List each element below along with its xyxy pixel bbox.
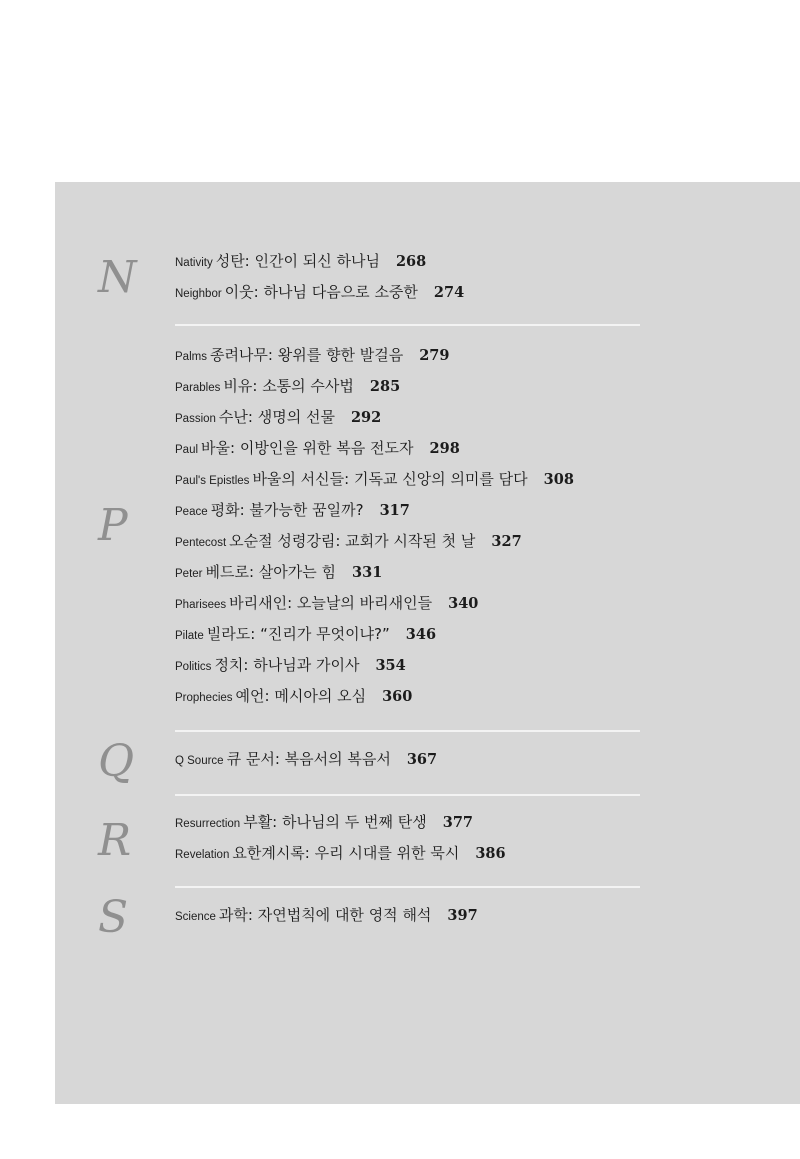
toc-entry[interactable]: [175, 281, 464, 303]
entry-korean-title: 큐 문서: 복음서의 복음서: [226, 750, 391, 768]
section-letter: S: [98, 892, 129, 943]
section-letter: R: [98, 815, 132, 866]
entry-page-number: 268: [395, 253, 427, 270]
entry-english-title: Science: [175, 911, 216, 923]
entry-korean-title: 평화: 불가능한 꿈일까?: [210, 501, 364, 519]
toc-entry[interactable]: [175, 499, 410, 521]
entry-korean-title: 비유: 소통의 수사법: [223, 377, 354, 395]
toc-entry[interactable]: [175, 468, 574, 490]
toc-entry[interactable]: [175, 623, 436, 645]
entry-page-number: 346: [405, 626, 437, 643]
entry-english-title: Resurrection: [175, 818, 241, 830]
toc-entry[interactable]: [175, 654, 406, 676]
toc-entry[interactable]: [175, 811, 473, 833]
toc-entry[interactable]: [175, 250, 426, 272]
entry-page-number: 327: [491, 533, 522, 550]
entry-korean-title: 요한계시록: 우리 시대를 위한 묵시: [232, 844, 460, 862]
toc-entry[interactable]: [175, 375, 400, 397]
entry-english-title: Pharisees: [175, 599, 227, 611]
section-divider: [175, 794, 640, 796]
entry-english-title: Nativity: [175, 257, 213, 269]
entry-page-number: 285: [369, 378, 401, 395]
toc-entry[interactable]: [175, 842, 506, 864]
entry-korean-title: 빌라도: “진리가 무엇이냐?”: [206, 625, 390, 643]
section-letter: Q: [98, 736, 135, 787]
entry-english-title: Peter: [175, 568, 203, 580]
section-divider: [175, 324, 640, 326]
toc-entry[interactable]: [175, 592, 478, 614]
toc-entry[interactable]: [175, 685, 412, 707]
entry-english-title: Politics: [175, 661, 212, 673]
entry-korean-title: 부활: 하나님의 두 번째 탄생: [243, 813, 427, 831]
entry-page-number: 340: [448, 595, 479, 612]
entry-korean-title: 정치: 하나님과 가이사: [214, 656, 360, 674]
entry-page-number: 354: [375, 657, 406, 674]
section-letter: P: [98, 500, 128, 551]
entry-english-title: Paul: [175, 444, 199, 456]
entry-english-title: Prophecies: [175, 692, 233, 704]
entry-page-number: 317: [379, 502, 410, 519]
entry-page-number: 397: [447, 907, 478, 924]
section-divider: [175, 730, 640, 732]
entry-english-title: Revelation: [175, 849, 230, 861]
entry-page-number: 308: [543, 471, 574, 488]
entry-english-title: Peace: [175, 506, 208, 518]
section-divider: [175, 886, 640, 888]
entry-korean-title: 예언: 메시아의 오심: [235, 687, 367, 705]
toc-entry[interactable]: [175, 561, 382, 583]
toc-entry[interactable]: [175, 530, 522, 552]
entry-korean-title: 바리새인: 오늘날의 바리새인들: [229, 594, 433, 612]
entry-korean-title: 성탄: 인간이 되신 하나님: [215, 252, 380, 270]
entry-page-number: 292: [350, 409, 382, 426]
entry-korean-title: 바울: 이방인을 위한 복음 전도자: [201, 439, 414, 457]
entry-english-title: Neighbor: [175, 288, 222, 300]
entry-korean-title: 종려나무: 왕위를 향한 발걸음: [209, 346, 404, 364]
section-letter: N: [98, 252, 137, 303]
entry-english-title: Q Source: [175, 755, 224, 767]
toc-entry[interactable]: [175, 904, 478, 926]
entry-korean-title: 과학: 자연법칙에 대한 영적 해석: [218, 906, 432, 924]
entry-page-number: 377: [442, 814, 474, 831]
toc-entry[interactable]: [175, 437, 460, 459]
entry-english-title: Passion: [175, 413, 216, 425]
entry-page-number: 386: [475, 845, 506, 862]
toc-entry[interactable]: [175, 406, 381, 428]
toc-panel: [55, 182, 800, 1104]
entry-korean-title: 수난: 생명의 선물: [218, 408, 335, 426]
entry-english-title: Pentecost: [175, 537, 227, 549]
entry-korean-title: 오순절 성령강림: 교회가 시작된 첫 날: [229, 532, 476, 550]
entry-page-number: 298: [429, 440, 460, 457]
entry-english-title: Parables: [175, 382, 221, 394]
entry-page-number: 279: [419, 347, 450, 364]
toc-entry[interactable]: [175, 748, 437, 770]
entry-page-number: 274: [433, 284, 465, 301]
entry-english-title: Palms: [175, 351, 207, 363]
entry-page-number: 367: [406, 751, 438, 768]
toc-entry[interactable]: [175, 344, 449, 366]
entry-english-title: Pilate: [175, 630, 204, 642]
entry-page-number: 360: [382, 688, 413, 705]
entry-korean-title: 바울의 서신들: 기독교 신앙의 의미를 담다: [252, 470, 528, 488]
entry-korean-title: 베드로: 살아가는 힘: [205, 563, 337, 581]
entry-english-title: Paul's Epistles: [175, 475, 250, 487]
entry-korean-title: 이웃: 하나님 다음으로 소중한: [224, 283, 418, 301]
entry-page-number: 331: [352, 564, 383, 581]
